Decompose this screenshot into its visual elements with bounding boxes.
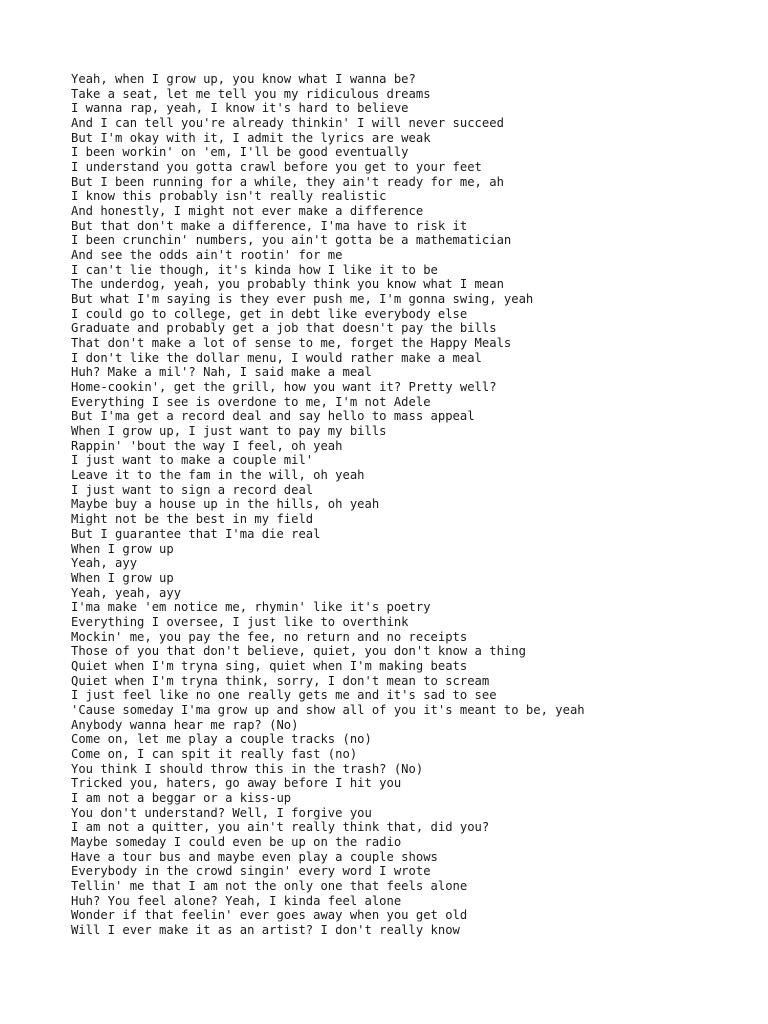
lyric-line: I wanna rap, yeah, I know it's hard to believe — [71, 101, 409, 116]
lyric-line: I been workin' on 'em, I'll be good eventually — [71, 145, 409, 160]
lyric-line: I just feel like no one really gets me and it's sad to see — [71, 688, 497, 703]
lyric-line: Tricked you, haters, go away before I hit you — [71, 776, 402, 791]
lyrics-document — [71, 72, 751, 938]
lyric-line: Wonder if that feelin' ever goes away when you get old — [71, 908, 468, 923]
lyric-line: Leave it to the fam in the will, oh yeah — [71, 468, 365, 483]
lyric-line: Have a tour bus and maybe even play a couple shows — [71, 849, 438, 864]
lyric-line: When I grow up, I just want to pay my bills — [71, 424, 387, 439]
lyric-line: Take a seat, let me tell you my ridiculous dreams — [71, 86, 431, 101]
lyric-line: You don't understand? Well, I forgive you — [71, 805, 372, 820]
lyric-line: Everything I oversee, I just like to overthink — [71, 614, 409, 629]
lyric-line: I just want to sign a record deal — [71, 482, 314, 497]
lyric-line: I am not a beggar or a kiss-up — [71, 790, 292, 805]
lyric-line: I can't lie though, it's kinda how I like it to be — [71, 262, 438, 277]
lyric-line: Come on, I can spit it really fast (no) — [71, 746, 358, 761]
lyric-line: Yeah, yeah, ayy — [71, 585, 182, 600]
lyric-line: And honestly, I might not ever make a difference — [71, 204, 424, 219]
lyric-line: I understand you gotta crawl before you get to your feet — [71, 160, 482, 175]
lyric-line: I just want to make a couple mil' — [71, 453, 314, 468]
lyric-line: Maybe someday I could even be up on the radio — [71, 834, 402, 849]
lyric-line: Yeah, ayy — [71, 556, 138, 571]
lyric-line: But I guarantee that I'ma die real — [71, 526, 321, 541]
lyric-line: Tellin' me that I am not the only one that feels alone — [71, 878, 468, 893]
lyric-line: But I'm okay with it, I admit the lyrics are weak — [71, 130, 431, 145]
lyric-line: Maybe buy a house up in the hills, oh yeah — [71, 497, 380, 512]
lyric-line: Graduate and probably get a job that doesn't pay the bills — [71, 321, 497, 336]
lyric-line: But that don't make a difference, I'ma have to risk it — [71, 218, 468, 233]
lyric-line: Anybody wanna hear me rap? (No) — [71, 717, 299, 732]
lyric-line: But I been running for a while, they ain't ready for me, ah — [71, 174, 504, 189]
lyric-line: When I grow up — [71, 541, 174, 556]
lyric-line: Rappin' 'bout the way I feel, oh yeah — [71, 438, 343, 453]
lyric-line: Will I ever make it as an artist? I don't really know — [71, 922, 460, 937]
lyric-line: Home-cookin', get the grill, how you want it? Pretty well? — [71, 380, 497, 395]
lyric-line: Everybody in the crowd singin' every word I wrote — [71, 864, 431, 879]
lyric-line: You think I should throw this in the trash? (No) — [71, 761, 424, 776]
lyric-line: But I'ma get a record deal and say hello to mass appeal — [71, 409, 475, 424]
lyric-line: And see the odds ain't rootin' for me — [71, 248, 343, 263]
lyric-line: Yeah, when I grow up, you know what I wanna be? — [71, 72, 416, 86]
lyric-line: Huh? You feel alone? Yeah, I kinda feel alone — [71, 893, 402, 908]
lyric-line: Huh? Make a mil'? Nah, I said make a meal — [71, 365, 372, 380]
lyric-line: I am not a quitter, you ain't really think that, did you? — [71, 820, 490, 835]
lyric-line: I'ma make 'em notice me, rhymin' like it's poetry — [71, 600, 431, 615]
lyric-line: Might not be the best in my field — [71, 512, 314, 527]
lyric-line: But what I'm saying is they ever push me, I'm gonna swing, yeah — [71, 292, 534, 307]
lyric-line: Quiet when I'm tryna think, sorry, I don't mean to scream — [71, 673, 490, 688]
lyric-line: And I can tell you're already thinkin' I will never succeed — [71, 116, 504, 131]
lyric-line: Come on, let me play a couple tracks (no) — [71, 732, 372, 747]
lyric-line: 'Cause someday I'ma grow up and show all of you it's meant to be, yeah — [71, 702, 585, 717]
lyric-line: I know this probably isn't really realistic — [71, 189, 387, 204]
lyric-line: I been crunchin' numbers, you ain't gotta be a mathematician — [71, 233, 512, 248]
lyric-line: Those of you that don't believe, quiet, you don't know a thing — [71, 644, 526, 659]
lyric-line: I don't like the dollar menu, I would rather make a meal — [71, 350, 482, 365]
lyric-line: When I grow up — [71, 570, 174, 585]
lyric-line: The underdog, yeah, you probably think you know what I mean — [71, 277, 504, 292]
lyric-line: Everything I see is overdone to me, I'm not Adele — [71, 394, 431, 409]
lyric-line: That don't make a lot of sense to me, forget the Happy Meals — [71, 336, 512, 351]
lyric-line: Quiet when I'm tryna sing, quiet when I'm making beats — [71, 658, 468, 673]
lyric-line: Mockin' me, you pay the fee, no return and no receipts — [71, 629, 468, 644]
lyric-line: I could go to college, get in debt like everybody else — [71, 306, 468, 321]
